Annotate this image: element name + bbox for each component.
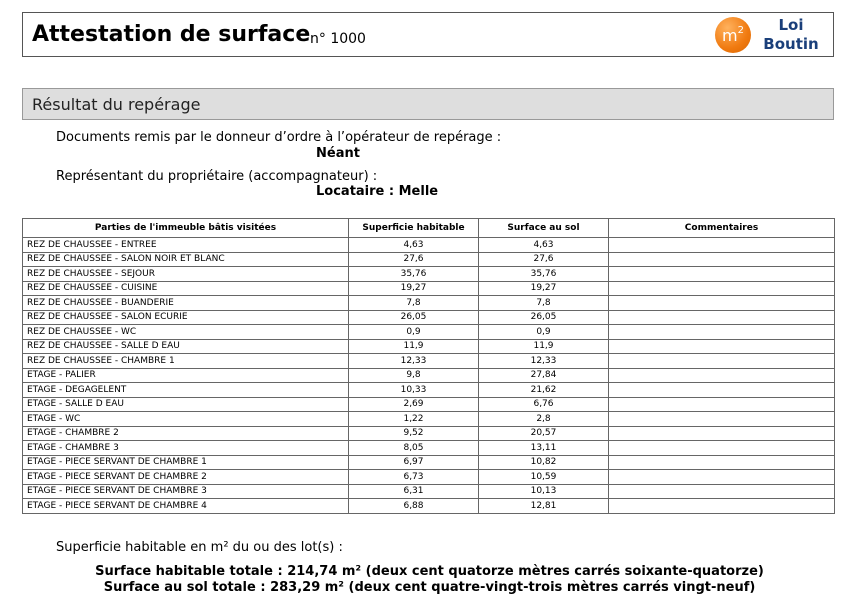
table-row [23,484,835,499]
cell-part: REZ DE CHAUSSEE - SALLE D EAU [23,339,349,354]
table-header-row [23,219,835,238]
cell-sol: 10,59 [479,470,609,485]
cell-habitable: 6,31 [349,484,479,499]
cell-part: REZ DE CHAUSSEE - CHAMBRE 1 [23,354,349,369]
cell-part: ETAGE - PALIER [23,368,349,383]
cell-part: REZ DE CHAUSSEE - SALON ECURIE [23,310,349,325]
cell-habitable: 19,27 [349,281,479,296]
cell-comment [609,267,835,282]
cell-comment [609,354,835,369]
cell-sol: 27,6 [479,252,609,267]
table-row [23,368,835,383]
logo-line-1: Loi [778,16,804,34]
table-row [23,252,835,267]
cell-sol: 7,8 [479,296,609,311]
total-habitable: Surface habitable totale : 214,74 m² (deux cent quatorze mètres carrés soixante-quatorze) [95,564,764,579]
cell-habitable: 6,88 [349,499,479,514]
cell-habitable: 10,33 [349,383,479,398]
cell-sol: 2,8 [479,412,609,427]
table-row [23,267,835,282]
cell-sol: 13,11 [479,441,609,456]
table-row [23,441,835,456]
document-number: n° 1000 [310,31,366,47]
section-header [22,88,834,120]
cell-part: ETAGE - PIECE SERVANT DE CHAMBRE 3 [23,484,349,499]
table-row [23,470,835,485]
cell-habitable: 1,22 [349,412,479,427]
cell-part: ETAGE - CHAMBRE 3 [23,441,349,456]
cell-sol: 19,27 [479,281,609,296]
logo-text [761,16,821,54]
cell-part: ETAGE - PIECE SERVANT DE CHAMBRE 4 [23,499,349,514]
table-row [23,383,835,398]
cell-comment [609,310,835,325]
table-row [23,354,835,369]
representative-value: Locataire : Melle [316,184,439,199]
table-row [23,325,835,340]
section-title: Résultat du repérage [32,95,201,114]
footer-label: Superficie habitable en m² du ou des lot(s) : [56,540,343,555]
cell-habitable: 27,6 [349,252,479,267]
documents-value: Néant [316,146,360,161]
cell-comment [609,455,835,470]
cell-sol: 10,82 [479,455,609,470]
table-row [23,339,835,354]
cell-sol: 20,57 [479,426,609,441]
representative-label: Représentant du propriétaire (accompagnateur) : [56,169,378,184]
cell-sol: 6,76 [479,397,609,412]
cell-habitable: 11,9 [349,339,479,354]
table-row [23,412,835,427]
m2-logo-icon [715,17,751,53]
cell-part: ETAGE - WC [23,412,349,427]
table-row [23,281,835,296]
table-row [23,296,835,311]
cell-habitable: 35,76 [349,267,479,282]
cell-comment [609,426,835,441]
cell-sol: 0,9 [479,325,609,340]
cell-part: ETAGE - DEGAGELENT [23,383,349,398]
cell-habitable: 26,05 [349,310,479,325]
cell-sol: 11,9 [479,339,609,354]
column-header-parts: Parties de l'immeuble bâtis visitées [23,219,349,238]
cell-sol: 4,63 [479,238,609,253]
table-row [23,310,835,325]
cell-habitable: 6,73 [349,470,479,485]
cell-comment [609,339,835,354]
cell-part: REZ DE CHAUSSEE - WC [23,325,349,340]
cell-part: REZ DE CHAUSSEE - SEJOUR [23,267,349,282]
cell-sol: 26,05 [479,310,609,325]
column-header-comments: Commentaires [609,219,835,238]
cell-habitable: 9,8 [349,368,479,383]
table-row [23,455,835,470]
cell-part: ETAGE - PIECE SERVANT DE CHAMBRE 2 [23,470,349,485]
cell-habitable: 2,69 [349,397,479,412]
column-header-sol: Surface au sol [479,219,609,238]
header-box [22,12,834,57]
cell-part: ETAGE - PIECE SERVANT DE CHAMBRE 1 [23,455,349,470]
cell-sol: 27,84 [479,368,609,383]
cell-habitable: 6,97 [349,455,479,470]
cell-comment [609,281,835,296]
cell-part: ETAGE - SALLE D EAU [23,397,349,412]
cell-habitable: 8,05 [349,441,479,456]
cell-comment [609,470,835,485]
cell-comment [609,252,835,267]
cell-habitable: 12,33 [349,354,479,369]
cell-sol: 10,13 [479,484,609,499]
cell-comment [609,397,835,412]
cell-part: REZ DE CHAUSSEE - SALON NOIR ET BLANC [23,252,349,267]
table-row [23,397,835,412]
cell-sol: 21,62 [479,383,609,398]
cell-habitable: 0,9 [349,325,479,340]
cell-comment [609,499,835,514]
cell-comment [609,325,835,340]
document-title: Attestation de surface [32,22,311,47]
cell-sol: 12,33 [479,354,609,369]
cell-habitable: 7,8 [349,296,479,311]
cell-habitable: 9,52 [349,426,479,441]
cell-comment [609,238,835,253]
table-row [23,499,835,514]
table-row [23,238,835,253]
logo-badge-exponent: 2 [737,24,744,36]
cell-part: REZ DE CHAUSSEE - CUISINE [23,281,349,296]
documents-label: Documents remis par le donneur d’ordre à l’opérateur de repérage : [56,130,502,145]
cell-part: REZ DE CHAUSSEE - BUANDERIE [23,296,349,311]
cell-part: ETAGE - CHAMBRE 2 [23,426,349,441]
cell-sol: 35,76 [479,267,609,282]
logo-badge-letter: m [722,25,738,45]
logo-line-2: Boutin [763,35,819,53]
column-header-habitable: Superficie habitable [349,219,479,238]
table-row [23,426,835,441]
total-sol: Surface au sol totale : 283,29 m² (deux cent quatre-vingt-trois mètres carrés vingt-neuf) [103,580,756,595]
cell-comment [609,368,835,383]
cell-comment [609,441,835,456]
cell-comment [609,296,835,311]
rooms-table [22,218,835,514]
cell-sol: 12,81 [479,499,609,514]
cell-comment [609,412,835,427]
cell-comment [609,383,835,398]
cell-habitable: 4,63 [349,238,479,253]
cell-comment [609,484,835,499]
cell-part: REZ DE CHAUSSEE - ENTREE [23,238,349,253]
